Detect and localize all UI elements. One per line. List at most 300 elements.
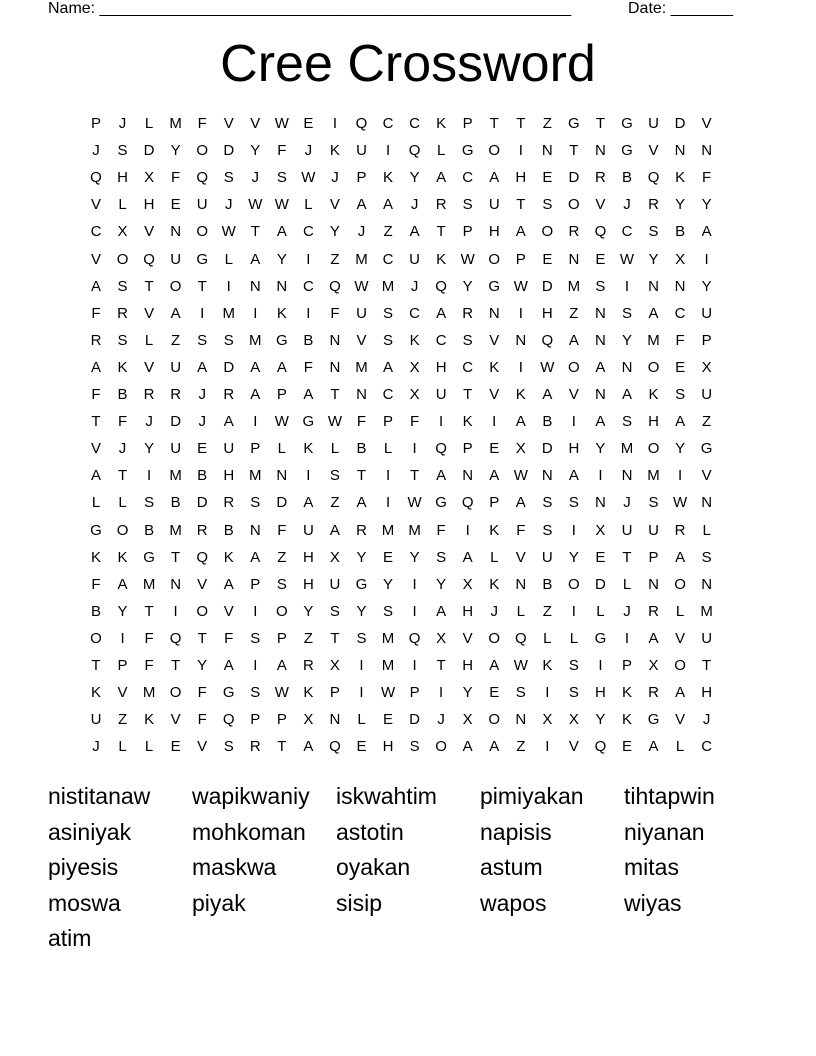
grid-letter: F [516, 521, 526, 539]
grid-letter: U [170, 250, 182, 268]
grid-letter: U [223, 440, 235, 458]
grid-letter: T [702, 657, 712, 674]
grid-letter: A [489, 657, 500, 674]
grid-letter: I [624, 629, 630, 647]
grid-letter: W [274, 413, 289, 431]
grid-letter: X [436, 629, 447, 647]
grid-letter: W [221, 223, 236, 241]
grid-letter: E [170, 738, 181, 756]
grid-letter: I [359, 684, 364, 702]
grid-letter: X [117, 223, 128, 241]
grid-letter: Y [701, 277, 712, 295]
grid-letter: V [197, 575, 208, 593]
grid-letter: M [355, 358, 368, 376]
grid-letter: V [675, 629, 686, 647]
grid-letter: A [462, 738, 473, 756]
grid-letter: Y [675, 196, 686, 214]
grid-letter: A [90, 467, 101, 485]
grid-letter: U [621, 521, 633, 539]
grid-letter: G [461, 142, 474, 160]
grid-letter: I [518, 142, 523, 160]
grid-letter: T [330, 386, 340, 403]
grid-letter: K [436, 250, 447, 268]
grid-letter: K [90, 684, 101, 702]
grid-letter: G [435, 494, 447, 512]
grid-letter: B [675, 223, 686, 241]
grid-letter: G [647, 711, 660, 729]
grid-letter: C [409, 115, 421, 132]
grid-letter: N [595, 331, 606, 349]
grid-letter: O [196, 223, 209, 241]
grid-letter: A [409, 223, 420, 241]
grid-letter: Q [435, 440, 447, 458]
grid-letter: N [276, 467, 288, 485]
grid-letter: O [169, 277, 182, 295]
grid-letter: I [412, 440, 417, 458]
grid-letter: D [196, 494, 208, 512]
grid-letter: T [516, 115, 526, 132]
grid-letter: L [596, 602, 605, 620]
grid-letter: C [701, 738, 713, 756]
grid-letter: J [251, 169, 260, 187]
grid-letter: C [382, 250, 394, 268]
grid-letter: X [303, 711, 314, 729]
grid-letter: J [623, 602, 631, 620]
grid-letter: J [410, 196, 419, 214]
grid-letter: A [276, 358, 287, 376]
grid-letter: Z [702, 413, 712, 431]
grid-letter: L [543, 629, 552, 647]
word-list-item: atim [48, 925, 92, 951]
grid-letter: A [223, 657, 234, 674]
grid-letter: L [118, 494, 127, 512]
grid-letter: F [702, 169, 712, 187]
grid-letter: S [409, 738, 420, 756]
grid-letter: K [303, 684, 314, 702]
word-list-item: pimiyakan [480, 783, 584, 809]
grid-letter: A [223, 413, 234, 431]
grid-letter: O [674, 657, 686, 674]
grid-letter: V [329, 196, 340, 214]
grid-letter: F [224, 629, 234, 647]
grid-letter: V [223, 602, 234, 620]
grid-letter: L [304, 196, 313, 214]
grid-letter: Y [356, 602, 367, 620]
grid-letter: W [513, 277, 528, 295]
grid-letter: C [302, 277, 314, 295]
grid-letter: V [223, 115, 234, 132]
page-title: Cree Crossword [220, 35, 596, 93]
grid-letter: E [489, 684, 500, 702]
grid-letter: J [145, 413, 153, 431]
grid-letter: D [143, 142, 155, 160]
grid-letter: A [489, 169, 500, 187]
grid-letter: A [90, 277, 101, 295]
grid-letter: A [303, 386, 314, 403]
grid-letter: O [568, 196, 580, 214]
grid-letter: U [329, 575, 341, 593]
grid-letter: G [488, 277, 501, 295]
grid-letter: J [437, 711, 445, 729]
grid-letter: I [492, 413, 497, 431]
grid-letter: L [224, 250, 233, 268]
grid-letter: X [515, 440, 526, 458]
word-list-item: sisip [336, 889, 383, 916]
grid-letter: A [170, 304, 181, 322]
grid-letter: U [701, 629, 713, 647]
grid-letter: N [595, 142, 606, 160]
grid-letter: B [197, 467, 208, 485]
grid-letter: O [116, 250, 129, 268]
grid-letter: P [701, 331, 712, 349]
grid-letter: P [621, 657, 632, 674]
grid-letter: N [356, 386, 367, 403]
grid-letter: S [250, 684, 261, 702]
grid-letter: Q [594, 223, 607, 241]
grid-letter: W [513, 467, 528, 485]
grid-letter: K [117, 548, 128, 566]
grid-letter: R [648, 684, 659, 702]
grid-letter: C [462, 169, 474, 187]
grid-letter: V [701, 115, 712, 132]
grid-letter: V [568, 738, 579, 756]
grid-letter: A [515, 413, 526, 431]
grid-letter: K [409, 331, 420, 349]
grid-letter: T [144, 602, 154, 620]
grid-letter: N [595, 386, 606, 403]
grid-letter: J [198, 413, 206, 431]
grid-letter: E [489, 440, 500, 458]
grid-letter: K [621, 711, 632, 729]
grid-letter: I [226, 277, 231, 295]
grid-letter: C [621, 223, 633, 241]
grid-letter: W [274, 196, 289, 214]
grid-letter: R [196, 521, 208, 539]
grid-letter: S [383, 602, 394, 620]
grid-letter: I [120, 629, 125, 647]
grid-letter: N [595, 304, 606, 322]
word-list-item: wapos [480, 889, 547, 916]
grid-letter: P [250, 711, 261, 729]
grid-letter: Z [277, 548, 287, 566]
grid-letter: R [90, 331, 102, 349]
grid-letter: R [568, 223, 580, 241]
grid-letter: R [143, 386, 155, 403]
grid-letter: M [169, 521, 182, 539]
grid-letter: Z [330, 494, 340, 512]
grid-letter: N [249, 277, 261, 295]
grid-letter: W [274, 115, 289, 132]
grid-letter: G [568, 115, 580, 132]
grid-letter: F [436, 521, 446, 539]
word-list-item: astum [480, 854, 543, 880]
grid-letter: O [116, 521, 129, 539]
grid-letter: D [170, 413, 182, 431]
grid-letter: S [701, 548, 712, 566]
grid-letter: P [462, 440, 473, 458]
grid-letter: N [648, 575, 659, 593]
grid-letter: A [90, 358, 101, 376]
grid-letter: Y [383, 575, 394, 593]
grid-letter: M [222, 304, 235, 322]
grid-letter: L [330, 440, 340, 458]
grid-letter: W [274, 684, 289, 702]
grid-letter: U [170, 358, 182, 376]
grid-letter: T [171, 548, 181, 566]
grid-letter: C [674, 304, 686, 322]
grid-letter: S [356, 629, 367, 647]
grid-letter: Z [171, 331, 181, 349]
grid-letter: A [383, 196, 394, 214]
grid-letter: K [90, 548, 101, 566]
grid-letter: H [143, 196, 155, 214]
grid-letter: L [357, 711, 366, 729]
grid-letter: K [383, 169, 394, 187]
grid-letter: N [621, 358, 633, 376]
grid-letter: J [198, 386, 206, 403]
grid-letter: N [488, 304, 500, 322]
grid-letter: M [381, 657, 395, 674]
grid-letter: H [302, 548, 314, 566]
grid-letter: R [356, 521, 367, 539]
grid-letter: N [648, 277, 659, 295]
grid-letter: E [595, 250, 606, 268]
grid-letter: V [356, 331, 367, 349]
grid-letter: L [277, 440, 287, 458]
grid-letter: A [675, 548, 686, 566]
word-list-item: mohkoman [192, 818, 306, 845]
grid-letter: J [92, 142, 100, 160]
grid-letter: W [619, 250, 635, 268]
grid-letter: T [144, 277, 154, 295]
grid-letter: R [648, 196, 659, 214]
grid-letter: R [249, 738, 261, 756]
grid-letter: R [674, 521, 686, 539]
grid-letter: K [489, 575, 500, 593]
grid-letter: S [223, 738, 234, 756]
grid-letter: K [675, 169, 686, 187]
grid-letter: V [90, 440, 101, 458]
grid-letter: I [571, 602, 576, 620]
grid-letter: Y [276, 250, 287, 268]
grid-letter: W [380, 684, 396, 702]
grid-letter: V [462, 629, 473, 647]
grid-letter: P [250, 575, 261, 593]
grid-letter: I [200, 304, 205, 322]
grid-letter: U [356, 142, 367, 160]
grid-letter: Y [595, 711, 606, 729]
grid-letter: I [678, 467, 683, 485]
grid-letter: F [675, 331, 685, 349]
name-field[interactable]: Name: _____________________________________________________ [48, 0, 572, 17]
grid-letter: A [542, 386, 553, 403]
grid-letter: K [436, 115, 447, 132]
grid-letter: I [173, 602, 178, 620]
grid-letter: V [595, 196, 606, 214]
grid-letter: Z [117, 711, 128, 729]
grid-letter: M [355, 250, 368, 268]
grid-letter: H [568, 440, 580, 458]
grid-letter: N [249, 521, 261, 539]
grid-letter: S [595, 277, 606, 295]
grid-letter: T [436, 657, 446, 674]
grid-letter: H [223, 467, 235, 485]
grid-letter: I [385, 467, 391, 485]
grid-letter: S [329, 467, 340, 485]
grid-letter: K [542, 657, 553, 674]
grid-letter: S [250, 494, 261, 512]
grid-letter: U [302, 521, 314, 539]
grid-letter: I [332, 115, 338, 132]
grid-letter: P [462, 115, 473, 132]
grid-letter: I [412, 575, 417, 593]
grid-letter: E [383, 711, 394, 729]
grid-letter: M [381, 521, 395, 539]
grid-letter: S [515, 684, 526, 702]
grid-letter: X [462, 711, 473, 729]
grid-letter: A [436, 169, 447, 187]
grid-letter: A [515, 494, 526, 512]
grid-letter: T [410, 467, 420, 485]
grid-letter: P [250, 440, 261, 458]
grid-letter: A [489, 738, 500, 756]
grid-letter: L [516, 602, 525, 620]
grid-letter: Y [436, 575, 447, 593]
grid-letter: X [648, 657, 659, 674]
grid-letter: K [621, 684, 632, 702]
grid-letter: O [488, 142, 501, 160]
grid-letter: K [276, 304, 287, 322]
grid-letter: G [594, 629, 607, 647]
grid-letter: S [276, 169, 287, 187]
grid-letter: N [595, 494, 606, 512]
grid-letter: R [302, 657, 314, 674]
grid-letter: U [196, 196, 208, 214]
grid-letter: G [355, 575, 368, 593]
grid-letter: A [223, 575, 234, 593]
grid-letter: X [329, 657, 340, 674]
grid-letter: F [144, 629, 154, 647]
grid-letter: Z [330, 250, 340, 268]
grid-letter: J [304, 142, 313, 160]
grid-letter: Q [329, 277, 341, 295]
grid-letter: U [701, 304, 713, 322]
grid-letter: M [142, 575, 156, 593]
grid-letter: X [409, 386, 420, 403]
grid-letter: T [516, 196, 526, 214]
grid-letter: N [541, 467, 553, 485]
grid-letter: D [568, 169, 580, 187]
grid-letter: Y [462, 277, 473, 295]
grid-letter: M [249, 467, 262, 485]
grid-letter: U [356, 304, 367, 322]
grid-letter: I [439, 413, 444, 431]
grid-letter: A [675, 684, 686, 702]
grid-letter: E [621, 738, 632, 756]
grid-letter: N [515, 331, 527, 349]
grid-letter: J [702, 711, 711, 729]
word-list-item: niyanan [624, 818, 705, 845]
grid-letter: I [704, 250, 709, 268]
grid-letter: K [144, 711, 155, 729]
grid-letter: F [277, 142, 287, 160]
grid-letter: I [385, 142, 391, 160]
grid-letter: Q [435, 277, 447, 295]
grid-letter: C [382, 386, 394, 403]
grid-letter: T [91, 413, 101, 431]
grid-letter: I [147, 467, 152, 485]
grid-letter: V [144, 223, 155, 241]
grid-letter: U [648, 115, 659, 132]
grid-letter: P [90, 115, 101, 132]
grid-letter: H [701, 684, 713, 702]
grid-letter: F [197, 684, 207, 702]
grid-letter: M [381, 629, 395, 647]
grid-letter: J [118, 115, 127, 132]
grid-letter: F [356, 413, 367, 431]
grid-letter: A [648, 304, 659, 322]
grid-letter: J [410, 277, 419, 295]
grid-letter: Q [196, 169, 209, 187]
grid-letter: H [462, 657, 474, 674]
grid-letter: R [223, 494, 235, 512]
grid-letter: B [90, 602, 101, 620]
word-list-item: nistitanaw [48, 783, 151, 809]
grid-letter: S [542, 196, 553, 214]
grid-letter: O [647, 440, 660, 458]
grid-letter: G [302, 413, 315, 431]
date-field[interactable]: Date: _______ [628, 0, 733, 17]
grid-letter: H [462, 602, 474, 620]
grid-letter: Z [542, 115, 552, 132]
grid-letter: C [462, 358, 474, 376]
grid-letter: U [541, 548, 553, 566]
grid-letter: X [542, 711, 553, 729]
grid-letter: M [169, 115, 182, 132]
grid-letter: N [674, 142, 686, 160]
grid-letter: V [568, 386, 579, 403]
grid-letter: Y [568, 548, 579, 566]
grid-letter: D [223, 142, 235, 160]
grid-letter: S [197, 331, 208, 349]
grid-letter: M [169, 467, 182, 485]
grid-letter: L [144, 115, 154, 132]
grid-letter: S [276, 575, 287, 593]
word-list-item: moswa [48, 889, 121, 916]
grid-letter: V [701, 467, 712, 485]
grid-letter: L [490, 548, 499, 566]
grid-letter: F [91, 386, 101, 403]
grid-letter: C [409, 304, 421, 322]
grid-letter: O [488, 629, 501, 647]
grid-letter: T [197, 629, 207, 647]
grid-letter: G [276, 331, 288, 349]
grid-letter: I [253, 602, 258, 620]
grid-letter: L [702, 521, 711, 539]
grid-letter: Y [621, 331, 632, 349]
grid-letter: H [648, 413, 659, 431]
grid-letter: Q [222, 711, 235, 729]
grid-letter: E [542, 169, 553, 187]
grid-letter: O [196, 602, 209, 620]
grid-letter: A [303, 738, 314, 756]
grid-letter: M [249, 331, 262, 349]
grid-letter: E [383, 548, 394, 566]
grid-letter: S [117, 331, 128, 349]
grid-letter: L [91, 494, 101, 512]
grid-letter: A [436, 304, 447, 322]
grid-letter: Y [675, 440, 686, 458]
